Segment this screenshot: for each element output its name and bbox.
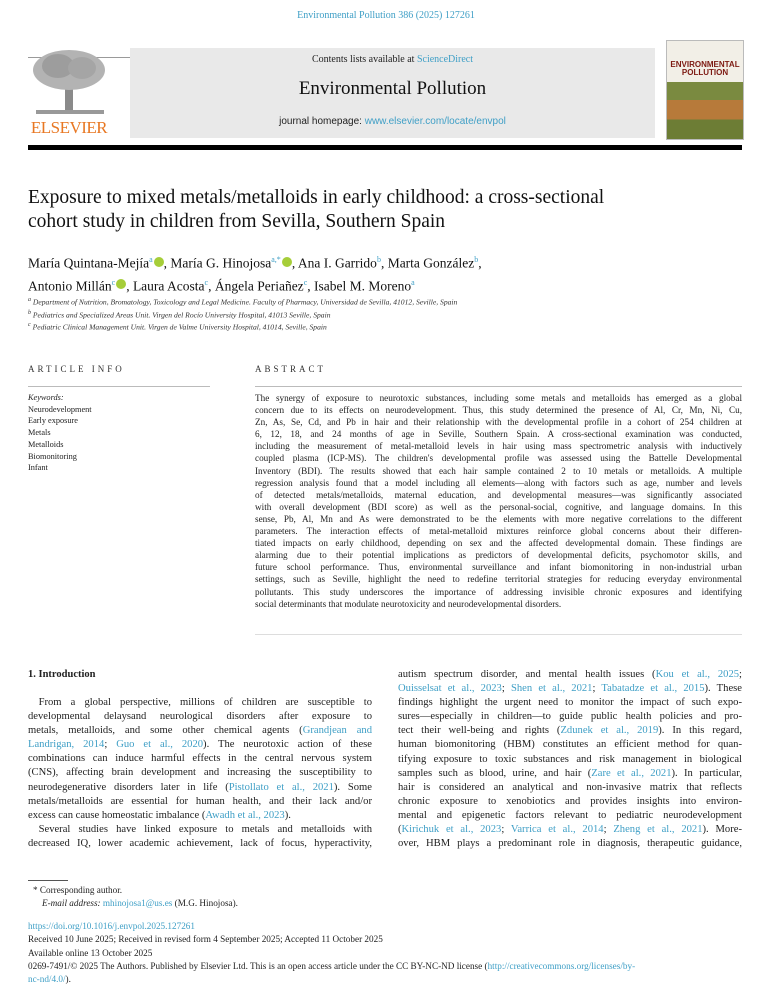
article-title xyxy=(28,186,604,234)
paragraph-line xyxy=(28,837,372,851)
citation-link[interactable]: Zare et al., 2021 xyxy=(591,767,672,779)
journal-homepage-link[interactable]: www.elsevier.com/locate/envpol xyxy=(364,116,506,127)
title-line: cohort study in children from Sevilla, Southern Spain xyxy=(28,211,446,232)
license-line xyxy=(28,960,742,987)
abstract-line: parameters. The interaction effects of metal-metalloid mixtures reinforce global concerns about their differen- xyxy=(255,526,742,537)
abstract-line: including the measurement of metal-metalloid levels in hair using mass spectrometric analysis with inductively xyxy=(255,441,742,452)
cover-title: ENVIRONMENTAL POLLUTION xyxy=(670,60,740,77)
text-segment: ). Some xyxy=(333,781,372,793)
paragraph-line xyxy=(28,696,372,710)
citation-link[interactable]: Landrigan, 2014 xyxy=(28,739,105,751)
paragraph-line xyxy=(398,753,742,767)
paragraph-line xyxy=(28,752,372,766)
keyword: Neurodevelopment xyxy=(28,404,92,414)
text-segment: (CNS), affecting brain development and increasing the susceptibility to xyxy=(28,767,372,779)
abstract-heading: ABSTRACT xyxy=(255,364,327,374)
text-segment: ). More- xyxy=(702,824,742,836)
paragraph-line xyxy=(398,696,742,710)
received-dates: Received 10 June 2025; Received in revised form 4 September 2025; Accepted 11 October 2025 xyxy=(28,934,383,945)
paragraph-line xyxy=(28,710,372,724)
publication-info xyxy=(28,920,742,986)
citation-link[interactable]: Grandjean and xyxy=(302,725,373,737)
license-prefix: 0269-7491/© 2025 The Authors. Published by Elsevier Ltd. This is an open access article under the CC BY-NC-ND license ( xyxy=(28,960,488,971)
author-name[interactable]: Laura Acosta xyxy=(132,278,205,293)
abstract-rule xyxy=(255,386,742,387)
orcid-icon[interactable] xyxy=(154,257,164,267)
abstract-line: future school performance. Thus, environmental surveillance and infant biomonitoring in non-industrial urban xyxy=(255,562,742,573)
contents-line xyxy=(130,54,655,65)
paragraph-line xyxy=(398,724,742,738)
keywords-list xyxy=(28,392,92,474)
text-segment: ; xyxy=(104,739,117,751)
affiliation-text: Pediatrics and Specialized Areas Unit. Virgen del Rocío University Hospital, 41013 Seville, Spain xyxy=(32,310,331,320)
email-label: E-mail address: xyxy=(42,898,101,908)
abstract-bottom-rule xyxy=(255,634,742,635)
keyword: Biomonitoring xyxy=(28,451,77,461)
paragraph-line xyxy=(398,837,742,851)
paragraph-line xyxy=(28,823,372,837)
text-segment: decreased IQ, lower academic achievement, lack of focus, hyperactivity, xyxy=(28,837,372,849)
elsevier-logo xyxy=(28,48,110,138)
text-segment: ). xyxy=(284,809,291,821)
paragraph-line xyxy=(398,668,742,682)
paragraph-line xyxy=(28,781,372,795)
abstract-line: Inventory (BDI). The results showed that each hair sample contained 2 to 10 metals or metalloids. A multiple xyxy=(255,465,742,476)
abstract-line: Zn, As, Se, Cd, and Pb in hair and their relationship with the developmental profile in a cohort of 254 children at xyxy=(255,417,742,428)
author-affiliation-marker[interactable]: a,* xyxy=(271,255,281,264)
abstract-line: alarming due to their potential implications as predictors of developmental deficits, psychomotor skills, and xyxy=(255,550,742,561)
text-segment: ( xyxy=(398,824,402,836)
author-name[interactable]: Ana I. Garrido xyxy=(297,255,377,271)
journal-title: Environmental Pollution xyxy=(298,78,487,99)
text-segment: human biomonitoring (HBM) constitutes an efficient method for quan- xyxy=(398,739,742,751)
abstract-line: social determinants that modulate neurotoxicity and neurodevelopmental disorders. xyxy=(255,598,562,609)
introduction-right-column xyxy=(398,668,742,851)
affiliation xyxy=(28,320,457,333)
text-segment: ). These xyxy=(704,683,742,695)
homepage-prefix: journal homepage: xyxy=(279,116,365,127)
text-segment: metals/metalloids are essential for human health, and their lack and/or xyxy=(28,795,372,807)
header-thick-bar xyxy=(28,145,742,150)
abstract-line: settings, such as Seville, highlight the need to redefine territorial strategies for reducing everyday environmental xyxy=(255,574,742,585)
author-name[interactable]: Marta González xyxy=(387,255,475,271)
author-affiliation-marker[interactable]: c xyxy=(111,277,116,287)
abstract-line: coupled plasma (ICP-MS). The children's developmental profile was assessed using the Battelle Developmental xyxy=(255,453,742,464)
text-segment: Several studies have linked exposure to metals and metalloids with xyxy=(28,823,372,835)
author-list xyxy=(28,250,482,295)
paragraph-line xyxy=(28,809,372,823)
text-segment: neurodegenerative disorders later in life ( xyxy=(28,781,229,793)
license-suffix: ). xyxy=(65,974,71,985)
abstract-line: The synergy of exposure to neurotoxic substances, including some metals and metalloids has emerged as a global xyxy=(255,393,742,403)
affiliation-text: Department of Nutrition, Bromatology, Toxicology and Legal Medicine. Faculty of Pharmacy, Universidad de Sevilla, 41012, Seville, Spain xyxy=(32,297,458,307)
text-segment: ; xyxy=(592,683,602,695)
keywords-label: Keywords: xyxy=(28,393,64,402)
abstract-line: sense, Pb, Al, Mn and As were demonstrated to be the elements with more negative correlations to the different xyxy=(255,513,742,524)
abstract-line: concern due to its effects on neurodevelopment. Thus, this study determined the presence of Al, Cr, Mn, Ni, Cu, xyxy=(255,405,742,416)
text-segment: From a global perspective, millions of children are susceptible to xyxy=(28,697,372,708)
homepage-line xyxy=(130,116,655,127)
abstract-line: of detected metals/metalloids, maternal education, and developmental measures—was significantly associated xyxy=(255,489,742,500)
paragraph-line xyxy=(398,809,742,823)
text-segment: chronic exposure to xenobiotics and provides insights into environ- xyxy=(398,795,742,807)
text-segment: findings highlight the urgent need to monitor the impact of such expo- xyxy=(398,697,742,709)
text-segment: ). The neurotoxic action of these xyxy=(203,739,372,751)
footnote-rule xyxy=(28,880,68,881)
introduction-heading: 1. Introduction xyxy=(28,669,96,680)
journal-citation-link[interactable]: Environmental Pollution 386 (2025) 127261 xyxy=(297,10,475,21)
abstract-line: tiated impacts on early childhood, depending on sex and the affected developmental domain. These findings are xyxy=(255,538,742,549)
text-segment: hair is considered an analytical and non-invasive matrix that reflects xyxy=(398,781,742,793)
author-affiliation-marker[interactable]: b xyxy=(376,255,381,264)
license-link[interactable]: http://creativecommons.org/licenses/by- xyxy=(487,960,636,971)
text-segment: over, HBM plays a predominant role in diagnosis, therapeutic guidance, xyxy=(398,838,742,850)
introduction-left-column xyxy=(28,696,372,851)
text-segment: samples such as blood, urine, and hair ( xyxy=(398,767,592,779)
affiliation-marker: b xyxy=(28,309,31,316)
text-segment: tifying exposure to toxic substances and risk management in biological xyxy=(398,753,742,765)
affiliations xyxy=(28,295,457,333)
citation-link[interactable]: Varrica et al., 2014 xyxy=(510,824,604,836)
author-name[interactable]: Antonio Millán xyxy=(28,278,112,293)
author-name[interactable]: María G. Hinojosa xyxy=(170,255,272,271)
affiliation-marker: a xyxy=(28,297,31,303)
text-segment: ). In particular, xyxy=(671,767,743,779)
citation-link[interactable]: Kirichuk et al., 2023 xyxy=(401,824,502,836)
text-segment: excess can cause homeostatic imbalance ( xyxy=(28,809,206,821)
author-affiliation-marker[interactable]: a xyxy=(149,255,153,264)
author-line: María Quintana-Mejía$^a$ , María G. Hinojosa$^{a,*}$ , Ana I. Garrido$^b$, Marta González$^b$, xyxy=(28,255,482,271)
text-segment: mental and epigenetic factors relevant to pediatric neurodevelopment xyxy=(398,809,742,821)
orcid-icon[interactable] xyxy=(282,257,292,267)
keyword: Metalloids xyxy=(28,439,64,449)
contents-prefix: Contents lists available at xyxy=(311,54,417,65)
abstract-line: pollutants. This study underscores the importance of addressing invisible chronic exposures and identifying xyxy=(255,586,742,597)
sciencedirect-link[interactable]: ScienceDirect xyxy=(416,54,474,65)
text-segment: tect their well-being and rights ( xyxy=(398,725,561,737)
author-affiliation-marker[interactable]: a xyxy=(411,277,415,287)
email-link[interactable]: mhinojosa1@us.es xyxy=(102,898,173,908)
paragraph-line xyxy=(28,738,372,752)
affiliation xyxy=(28,295,457,308)
text-segment: combinations can induce harmful effects in the central nervous system xyxy=(28,753,372,765)
paragraph-line xyxy=(28,724,372,738)
abstract-text xyxy=(255,392,742,610)
keyword: Early exposure xyxy=(28,416,78,426)
keyword: Infant xyxy=(28,463,48,473)
affiliation xyxy=(28,308,457,321)
tree-icon xyxy=(28,48,110,118)
paragraph-line xyxy=(398,823,742,837)
paragraph-line xyxy=(398,781,742,795)
footnotes xyxy=(33,884,238,910)
text-segment: ). In this regard, xyxy=(658,725,742,737)
email-line xyxy=(33,897,238,910)
title-line: Exposure to mixed metals/metalloids in early childhood: a cross-sectional xyxy=(28,187,605,208)
citation-link[interactable]: Zdunek et al., 2019 xyxy=(560,725,659,737)
text-segment: ; xyxy=(603,824,614,836)
orcid-icon[interactable] xyxy=(116,279,126,289)
text-segment: metals, metalloids, and some other chemical agents ( xyxy=(28,725,303,737)
author-name[interactable]: Isabel M. Moreno xyxy=(314,278,412,293)
article-info-rule xyxy=(28,386,210,387)
paragraph-line xyxy=(398,795,742,809)
article-info-heading: ARTICLE INFO xyxy=(28,364,125,374)
corresponding-author-note: * Corresponding author. xyxy=(33,885,123,895)
elsevier-wordmark: ELSEVIER xyxy=(30,118,108,137)
doi-link[interactable]: https://doi.org/10.1016/j.envpol.2025.127261 xyxy=(28,921,195,931)
paragraph-line xyxy=(28,766,372,780)
journal-banner xyxy=(130,48,655,138)
license-link-cont[interactable]: nc-nd/4.0/ xyxy=(28,974,66,985)
text-segment: ; xyxy=(501,824,511,836)
text-segment: autism spectrum disorder, and mental health issues ( xyxy=(398,669,656,680)
citation-link[interactable]: Awadh et al., 2023 xyxy=(205,809,285,821)
citation-link[interactable]: Kou et al., 2025 xyxy=(655,669,740,680)
available-online: Available online 13 October 2025 xyxy=(28,947,153,958)
paragraph-line xyxy=(28,795,372,809)
citation-link[interactable]: Zheng et al., 2021 xyxy=(613,824,703,836)
paragraph-line xyxy=(398,682,742,696)
journal-cover-thumbnail[interactable] xyxy=(666,40,744,140)
author-affiliation-marker[interactable]: c xyxy=(303,277,308,287)
citation-link[interactable]: Shen et al., 2021 xyxy=(510,683,593,695)
affiliation-marker: c xyxy=(28,322,31,329)
paragraph-line xyxy=(398,767,742,781)
citation-link[interactable]: Tabatadze et al., 2015 xyxy=(601,683,705,695)
text-segment: ; xyxy=(739,669,742,680)
paragraph-line xyxy=(398,710,742,724)
text-segment: ; xyxy=(501,683,511,695)
author-line: Antonio Millán$^c$ , Laura Acosta$^c$, Ángela Periañez$^c$, Isabel M. Moreno$^a$ xyxy=(28,277,415,293)
citation-link[interactable]: Guo et al., 2020 xyxy=(116,739,204,751)
abstract-line: with overall development (BDI score) as well as the personal-social, cognitive, and language domains. In this xyxy=(255,501,742,512)
email-suffix: (M.G. Hinojosa). xyxy=(172,898,238,908)
text-segment: sures—especially in children—to guide public health policies and pro- xyxy=(398,711,742,723)
author-name[interactable]: Ángela Periañez xyxy=(214,278,304,293)
author-name[interactable]: María Quintana-Mejía xyxy=(28,255,150,271)
citation-link[interactable]: Pistollato et al., 2021 xyxy=(228,781,334,793)
paragraph-line xyxy=(398,738,742,752)
text-segment: developmental delaysand neurological disorders after exposure to xyxy=(28,711,372,723)
author-affiliation-marker[interactable]: c xyxy=(204,277,209,287)
citation-link[interactable]: Ouisselsat et al., 2023 xyxy=(398,683,502,695)
affiliation-text: Pediatric Clinical Management Unit. Virgen de Valme University Hospital, 41014, Seville, Spain xyxy=(32,322,327,332)
abstract-line: 6, 12, 18, and 24 months of age in Seville, Southern Spain. A cross-sectional examination was conducted, xyxy=(255,429,742,440)
author-affiliation-marker[interactable]: b xyxy=(474,255,479,264)
abstract-line: regression analysis found that a model including all elements—along with factors such as age, number and levels xyxy=(255,477,742,488)
keyword: Metals xyxy=(28,428,51,438)
